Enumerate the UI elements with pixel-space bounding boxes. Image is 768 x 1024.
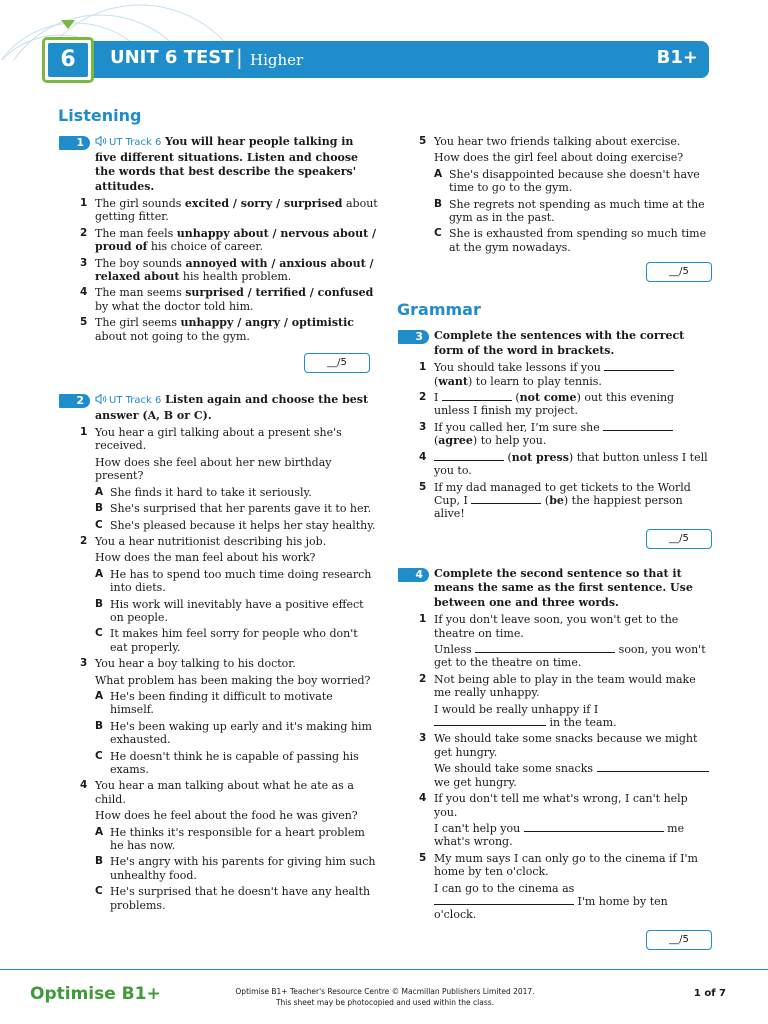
answer-option[interactable]: B He's angry with his parents for giving him such unhealthy food. xyxy=(95,855,376,882)
unit-number-box xyxy=(42,37,94,83)
list-item: 2 I (not come) out this evening unless I finish my project. xyxy=(419,391,675,418)
list-item: 5 If my dad managed to get tickets to the World Cup, I (be) the happiest person alive! xyxy=(419,480,691,521)
question-context: 1 You hear a girl talking about a present she's received. xyxy=(80,426,342,453)
score-box[interactable]: __/5 xyxy=(646,529,712,549)
left-column xyxy=(58,106,378,915)
list-item: 3 The boy sounds annoyed with / anxious about / relaxed about his health problem. xyxy=(80,256,374,284)
second-sentence: I would be really unhappy if I in the team. xyxy=(434,702,617,730)
answer-choices: unhappy / angry / optimistic xyxy=(180,316,355,330)
instruction-text: Complete the sentences with the correct form of the word in brackets. xyxy=(434,329,685,357)
speaker-icon xyxy=(95,136,107,146)
exercise-1-items xyxy=(58,197,378,343)
exercise-number: 1 xyxy=(59,136,90,150)
exercise-4-instruction xyxy=(397,567,712,611)
option-letter: C xyxy=(95,627,103,640)
item-number: 3 xyxy=(80,256,88,269)
exercise-number: 2 xyxy=(59,394,90,408)
exercise-1-instruction xyxy=(58,135,378,194)
page-subtitle: Higher xyxy=(250,51,304,69)
question-context: 4 You hear a man talking about what he ate as a child. xyxy=(80,779,354,806)
answer-choices: excited / sorry / surprised xyxy=(184,197,343,210)
answer-option[interactable]: C He's surprised that he doesn't have any health problems. xyxy=(95,885,371,912)
exercise-2-items-continued xyxy=(397,135,712,254)
answer-blank[interactable] xyxy=(597,762,709,772)
item-number: 1 xyxy=(419,613,427,626)
answer-option[interactable]: C It makes him feel sorry for people who don't eat properly. xyxy=(95,627,358,654)
question-text: How does the girl feel about doing exercise? xyxy=(434,151,684,165)
footer-divider xyxy=(0,969,768,970)
first-sentence: 3 We should take some snacks because we might get hungry. xyxy=(419,732,698,759)
track-label: UT Track 6 xyxy=(109,137,162,148)
marker-triangle xyxy=(61,20,75,29)
answer-option[interactable]: B His work will inevitably have a positive effect on people. xyxy=(95,597,364,624)
question-text: How does the man feel about his work? xyxy=(95,551,316,565)
instruction-text: Complete the second sentence so that it means the same as the first sentence. Use between one and three words. xyxy=(434,566,693,609)
option-letter: C xyxy=(95,749,103,762)
footer-copyright xyxy=(230,986,540,1008)
listening-heading: Listening xyxy=(58,106,142,125)
level-badge: B1+ xyxy=(656,47,698,68)
answer-blank[interactable] xyxy=(475,643,615,653)
item-number: 5 xyxy=(419,135,427,147)
list-item: 4 (not press) that button unless I tell you to. xyxy=(419,450,708,478)
second-sentence: Unless soon, you won't get to the theatre on time. xyxy=(434,643,706,670)
answer-blank[interactable] xyxy=(434,451,504,461)
answer-option[interactable]: A She's disappointed because she doesn't have time to go to the gym. xyxy=(434,167,700,195)
question-text: How does she feel about her new birthday present? xyxy=(95,455,332,483)
answer-blank[interactable] xyxy=(604,361,674,371)
score-box[interactable]: __/5 xyxy=(304,353,370,373)
item-number: 1 xyxy=(80,426,88,439)
answer-option[interactable]: A She finds it hard to take it seriously. xyxy=(95,485,312,499)
unit-number: 6 xyxy=(48,43,88,77)
answer-option[interactable]: A He has to spend too much time doing research into diets. xyxy=(95,567,372,595)
title-separator: | xyxy=(236,45,243,69)
answer-option[interactable]: B She's surprised that her parents gave it to her. xyxy=(95,502,372,516)
exercise-number: 3 xyxy=(398,330,429,344)
option-letter: B xyxy=(434,197,443,210)
option-letter: C xyxy=(95,518,103,531)
item-number: 4 xyxy=(80,779,88,792)
answer-option[interactable]: C She's pleased because it helps her stay healthy. xyxy=(95,518,376,532)
exercise-2-instruction xyxy=(58,393,378,423)
page-number: 1 of 7 xyxy=(693,988,726,999)
option-letter: A xyxy=(95,689,104,702)
second-sentence: We should take some snacks we get hungry. xyxy=(397,762,712,789)
first-sentence: 4 If you don't tell me what's wrong, I can't help you. xyxy=(419,792,688,819)
item-number: 4 xyxy=(80,286,88,299)
option-letter: B xyxy=(95,719,104,732)
option-letter: A xyxy=(434,167,443,180)
question-text: How does he feel about the food he was given? xyxy=(95,809,358,823)
item-number: 2 xyxy=(80,226,88,239)
option-letter: B xyxy=(95,855,104,868)
question-context: 2 You a hear nutritionist describing his job. xyxy=(80,534,327,548)
exercise-4-items xyxy=(397,613,712,922)
list-item: 3 If you called her, I’m sure she (agree) to help you. xyxy=(397,421,712,448)
answer-option[interactable]: B She regrets not spending as much time at the gym as in the past. xyxy=(434,197,705,225)
option-letter: A xyxy=(95,567,104,580)
option-letter: B xyxy=(95,597,104,610)
answer-blank[interactable] xyxy=(471,494,541,504)
copyright-line: Optimise B1+ Teacher's Resource Centre © Macmillan Publishers Limited 2017. xyxy=(235,987,535,996)
question-context: 5 You hear two friends talking about exercise. xyxy=(419,135,681,148)
item-number: 5 xyxy=(80,316,88,329)
answer-blank[interactable] xyxy=(434,716,546,726)
question-text: What problem has been making the boy worried? xyxy=(95,673,371,687)
answer-blank[interactable] xyxy=(524,822,664,832)
speaker-icon xyxy=(95,394,107,404)
page-title: UNIT 6 TEST xyxy=(110,47,234,68)
first-sentence: 5 My mum says I can only go to the cinema if I'm home by ten o'clock. xyxy=(419,851,698,879)
option-letter: B xyxy=(95,502,104,515)
answer-blank[interactable] xyxy=(603,421,673,431)
instruction-text: You will hear people talking in five different situations. Listen and choose the words that best describe the speakers' attitudes. xyxy=(95,135,359,193)
list-item: 1 You should take lessons if you (want) to learn to play tennis. xyxy=(397,361,712,388)
answer-option[interactable]: C He doesn't think he is capable of passing his exams. xyxy=(95,749,359,776)
answer-blank[interactable] xyxy=(442,391,512,401)
right-column xyxy=(397,135,712,970)
list-item: 2 The man feels unhappy about / nervous about / proud of his choice of career. xyxy=(80,226,377,254)
item-number: 5 xyxy=(419,851,427,864)
exercise-2-items xyxy=(58,426,378,912)
footer-logo: Optimise B1+ xyxy=(30,984,161,1004)
grammar-heading: Grammar xyxy=(397,300,481,320)
instruction-text: Listen again and choose the best answer (A, B or C). xyxy=(95,393,369,422)
answer-option[interactable]: B He's been waking up early and it's making him exhausted. xyxy=(95,719,372,747)
second-sentence: I can go to the cinema as I'm home by ten o'clock. xyxy=(434,881,668,922)
answer-choices: surprised / terrified / confused xyxy=(185,286,374,300)
item-number: 2 xyxy=(419,672,427,685)
option-letter: C xyxy=(434,227,442,240)
first-sentence: 2 Not being able to play in the team would make me really unhappy. xyxy=(419,672,696,700)
answer-choices: unhappy about / nervous about / proud of xyxy=(95,226,377,254)
answer-option[interactable]: C She is exhausted from spending so much time at the gym nowadays. xyxy=(434,227,707,254)
item-number: 1 xyxy=(80,197,88,209)
list-item: 4 The man seems surprised / terrified / confused by what the doctor told him. xyxy=(80,286,374,313)
question-context: 3 You hear a boy talking to his doctor. xyxy=(80,657,296,671)
item-number: 3 xyxy=(419,732,427,745)
answer-option[interactable]: A He's been finding it difficult to motivate himself. xyxy=(95,689,333,717)
list-item: 5 The girl seems unhappy / angry / optimistic about not going to the gym. xyxy=(80,316,355,343)
item-number: 3 xyxy=(80,657,88,670)
option-letter: C xyxy=(95,885,103,898)
exercise-3-instruction xyxy=(397,329,712,358)
second-sentence: I can't help you me what's wrong. xyxy=(434,821,685,849)
item-number: 4 xyxy=(419,792,427,805)
option-letter: A xyxy=(95,485,104,498)
score-box[interactable]: __/5 xyxy=(646,262,712,282)
list-item: 1 The girl sounds excited / sorry / surprised about getting fitter. xyxy=(80,197,378,224)
option-letter: A xyxy=(95,825,104,838)
answer-option[interactable]: A He thinks it's responsible for a heart problem he has now. xyxy=(95,825,365,853)
score-box[interactable]: __/5 xyxy=(646,930,712,950)
first-sentence: 1 If you don't leave soon, you won't get to the theatre on time. xyxy=(419,613,679,640)
item-number: 2 xyxy=(80,534,88,547)
answer-choices: annoyed with / anxious about / relaxed about xyxy=(95,256,374,284)
answer-blank[interactable] xyxy=(434,895,574,905)
track-label: UT Track 6 xyxy=(109,395,162,407)
copyright-line: This sheet may be photocopied and used within the class. xyxy=(275,998,495,1007)
exercise-number: 4 xyxy=(398,568,429,582)
